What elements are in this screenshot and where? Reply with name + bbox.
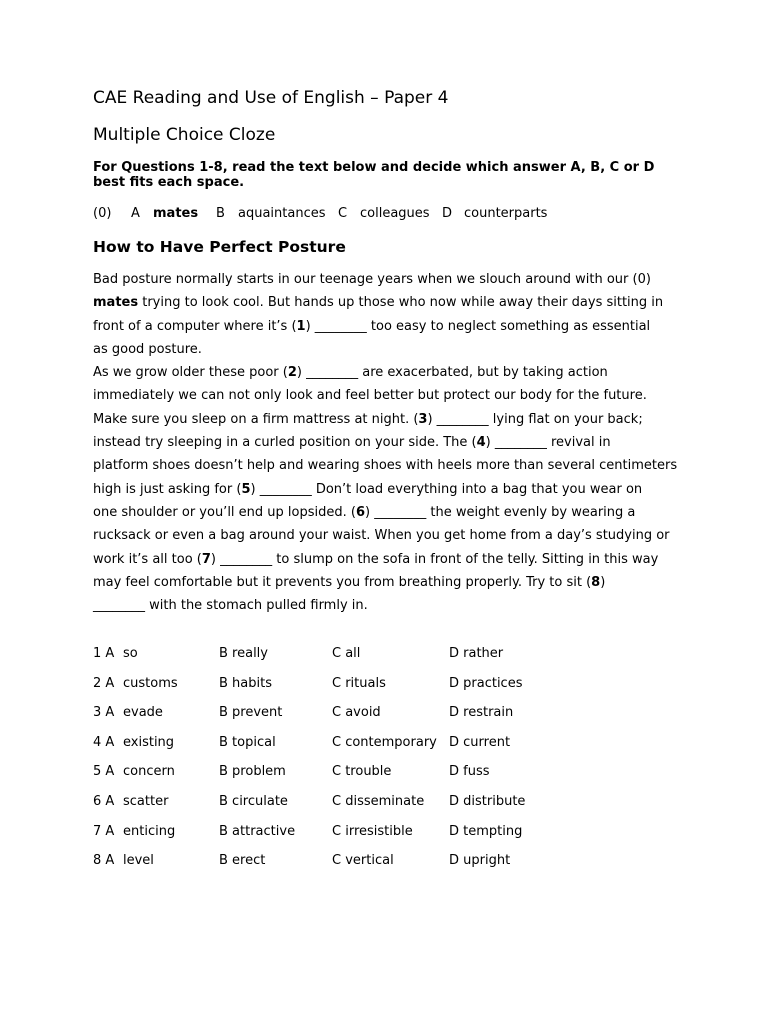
option-row xyxy=(93,735,693,765)
passage-segment: high is just asking for ( xyxy=(93,481,242,497)
option-a: customs xyxy=(123,675,178,691)
passage-segment: front of a computer where it’s ( xyxy=(93,318,297,334)
passage-bold-segment: 5 xyxy=(241,481,251,497)
passage-line xyxy=(93,528,693,551)
option-d: D upright xyxy=(449,853,511,869)
passage-segment: Make sure you sleep on a firm mattress at night. ( xyxy=(93,411,419,427)
option-row xyxy=(93,824,693,854)
passage-line xyxy=(93,295,693,318)
passage-line xyxy=(93,482,693,505)
passage-line xyxy=(93,458,693,481)
option-a: so xyxy=(123,646,138,661)
option-row xyxy=(93,705,693,735)
passage-segment: may feel comfortable but it prevents you from breathing properly. Try to sit ( xyxy=(93,574,592,590)
example-c-word: colleagues xyxy=(360,206,430,221)
passage-segment: platform shoes doesn’t help and wearing shoes with heels more than several centimeters xyxy=(93,458,678,474)
passage-segment: ________ with the stomach pulled firmly in. xyxy=(93,598,368,614)
passage-line xyxy=(93,505,693,528)
passage-segment: instead try sleeping in a curled position on your side. The ( xyxy=(93,435,477,451)
option-number: 3 A xyxy=(93,705,115,721)
option-c: C rituals xyxy=(332,675,386,691)
option-a: scatter xyxy=(123,793,169,809)
passage-bold-segment: 3 xyxy=(418,411,428,427)
passage-bold-segment: 1 xyxy=(296,318,306,334)
passage-segment: as good posture. xyxy=(93,341,202,357)
passage-line xyxy=(93,552,693,575)
passage-bold-segment: 6 xyxy=(355,504,366,520)
option-a: enticing xyxy=(123,823,176,839)
option-d: D tempting xyxy=(449,823,523,839)
option-number: 6 A xyxy=(93,793,115,809)
passage-line xyxy=(93,598,693,621)
option-b: B prevent xyxy=(219,705,283,721)
example-d-word: counterparts xyxy=(464,206,548,221)
example-b-letter: B xyxy=(216,206,225,221)
option-c: C vertical xyxy=(332,853,394,869)
answer-options xyxy=(93,646,693,883)
example-c-letter: C xyxy=(338,206,348,221)
option-number: 1 A xyxy=(93,646,115,661)
passage-segment: trying to look cool. But hands up those who now while away their days sitting in xyxy=(138,295,664,311)
passage-segment: ) ________ Don’t load everything into a bag that you wear on xyxy=(250,481,643,497)
passage-line xyxy=(93,388,693,411)
option-row xyxy=(93,764,693,794)
option-a: level xyxy=(123,853,154,869)
passage-line xyxy=(93,435,693,458)
passage-line xyxy=(93,342,693,365)
option-c: C irresistible xyxy=(332,823,413,839)
option-b: B topical xyxy=(219,734,276,750)
passage-bold-segment: mates xyxy=(93,295,139,311)
passage-segment: one shoulder or you’ll end up lopsided. ( xyxy=(93,504,356,520)
option-b: B habits xyxy=(219,675,272,691)
instructions: For Questions 1-8, read the text below and decide which answer A, B, C or D best fits each space. xyxy=(93,160,655,190)
passage-segment: ) ________ revival in xyxy=(485,435,611,451)
option-c: C contemporary xyxy=(332,734,437,750)
passage-bold-segment: 2 xyxy=(287,365,297,381)
passage-bold-segment: 7 xyxy=(201,551,211,567)
passage-segment: ) ________ are exacerbated, but by taking action xyxy=(296,365,608,381)
option-d: D rather xyxy=(449,646,504,661)
passage-text xyxy=(93,272,693,621)
passage-bold-segment: 4 xyxy=(476,435,486,451)
option-a: concern xyxy=(123,764,175,780)
passage-segment: rucksack or even a bag around your waist. When you get home from a day’s studying or xyxy=(93,528,670,544)
option-c: C disseminate xyxy=(332,793,425,809)
passage-line xyxy=(93,365,693,388)
passage-segment: ) ________ the weight evenly by wearing a xyxy=(365,504,636,520)
option-row xyxy=(93,646,693,676)
example-number: (0) xyxy=(93,206,112,221)
option-row xyxy=(93,676,693,706)
passage-line xyxy=(93,575,693,598)
option-number: 7 A xyxy=(93,823,115,839)
option-b: B erect xyxy=(219,853,266,869)
option-a: evade xyxy=(123,705,163,721)
option-d: D fuss xyxy=(449,764,490,780)
option-a: existing xyxy=(123,734,175,750)
passage-segment: work it’s all too ( xyxy=(93,551,202,567)
option-number: 2 A xyxy=(93,675,115,691)
passage-line xyxy=(93,272,693,295)
passage-segment: ) xyxy=(600,574,606,590)
option-b: B attractive xyxy=(219,823,296,839)
option-c: C all xyxy=(332,646,361,661)
option-number: 4 A xyxy=(93,734,115,750)
option-d: D practices xyxy=(449,675,523,691)
passage-segment: ) ________ lying flat on your back; xyxy=(427,411,643,427)
option-b: B really xyxy=(219,646,268,661)
passage-segment: As we grow older these poor ( xyxy=(93,365,288,381)
option-b: B problem xyxy=(219,764,286,780)
option-d: D current xyxy=(449,734,511,750)
option-c: C avoid xyxy=(332,705,381,721)
option-number: 8 A xyxy=(93,853,115,869)
document-title: CAE Reading and Use of English – Paper 4 xyxy=(93,88,449,108)
passage-heading: How to Have Perfect Posture xyxy=(93,238,346,256)
passage-segment: ) ________ to slump on the sofa in front of the telly. Sitting in this way xyxy=(210,551,659,567)
passage-segment: Bad posture normally starts in our teenage years when we slouch around with our (0) xyxy=(93,272,651,287)
passage-bold-segment: 8 xyxy=(591,574,601,590)
passage-line xyxy=(93,319,693,342)
passage-segment: immediately we can not only look and feel better but protect our body for the future. xyxy=(93,388,647,404)
option-c: C trouble xyxy=(332,764,392,780)
example-d-letter: D xyxy=(442,206,453,221)
option-b: B circulate xyxy=(219,793,288,809)
option-number: 5 A xyxy=(93,764,115,780)
example-a-word: mates xyxy=(153,206,199,221)
document-subtitle: Multiple Choice Cloze xyxy=(93,125,276,145)
example-a-letter: A xyxy=(131,206,140,221)
example-b-word: aquaintances xyxy=(238,206,326,221)
option-d: D distribute xyxy=(449,793,526,809)
passage-segment: ) ________ too easy to neglect something as essential xyxy=(305,318,651,334)
option-d: D restrain xyxy=(449,705,514,721)
option-row xyxy=(93,853,693,883)
option-row xyxy=(93,794,693,824)
passage-line xyxy=(93,412,693,435)
